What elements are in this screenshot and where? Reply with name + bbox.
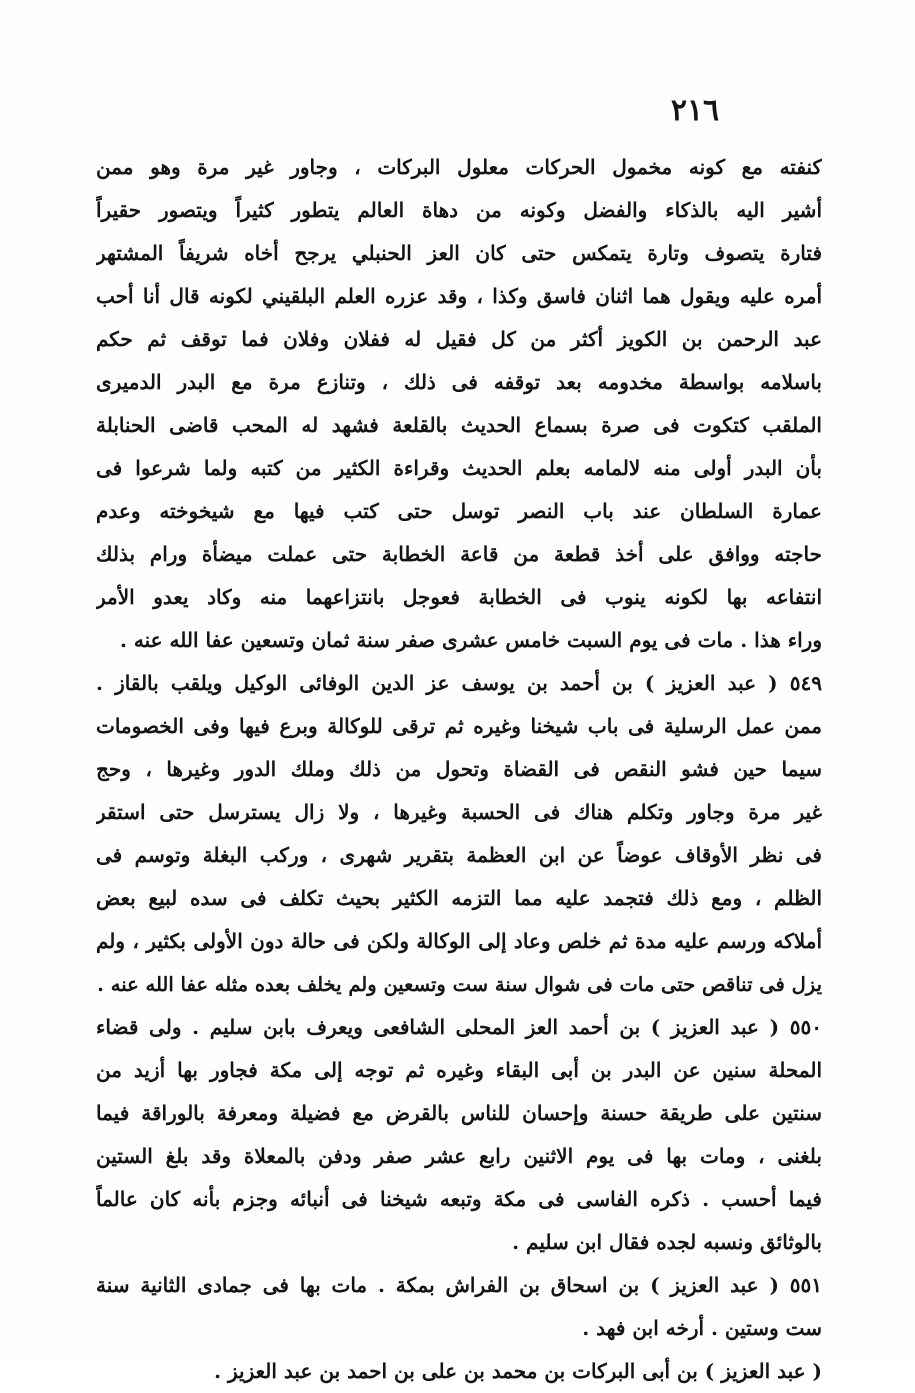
text-line: أشير اليه بالذكاء والفضل وكونه من دهاة العالم يتطور كثيراً ويتصور حقيراً xyxy=(96,198,822,222)
page-number: ٢١٦ xyxy=(670,93,720,128)
entry-heading-549: ٥٤٩ ( عبد العزيز ) بن أحمد بن يوسف عز الدين الوفائى الوكيل ويلقب بالقاز . xyxy=(96,671,822,695)
text-line: بالوثائق ونسبه لجده فقال ابن سليم . xyxy=(512,1230,822,1254)
text-line: انتفاعه بها لكونه ينوب فى الخطابة فعوجل بانتزاعهما منه وكاد يعدو الأمر xyxy=(96,585,822,609)
text-line: حاجته ووافق على أخذ قطعة من قاعة الخطابة حتى عملت ميضأة ورام بذلك xyxy=(96,542,822,566)
text-line: وراء هذا . مات فى يوم السبت خامس عشرى صفر سنة ثمان وتسعين عفا الله عنه . xyxy=(119,628,822,652)
text-line: الظلم ، ومع ذلك فتجمد عليه مما التزمه الكثير بحيث تكلف فى سده لبيع بعض xyxy=(96,886,822,910)
text-line: فى نظر الأوقاف عوضاً عن ابن العظمة بتقرير شهرى ، وركب البغلة وتوسم فى xyxy=(96,843,822,867)
text-line: باسلامه بواسطة مخدومه بعد توقفه فى ذلك ، وتنازع مرة مع البدر الدميرى xyxy=(96,370,822,394)
text-body xyxy=(96,146,822,1393)
text-line: عبد الرحمن بن الكويز أكثر من كل فقيل له ففلان وفلان فما توقف ثم حكم xyxy=(96,327,822,351)
text-line: يزل فى تناقص حتى مات فى شوال سنة ست وتسعين ولم يخلف بعده مثله عفا الله عنه . xyxy=(97,973,822,996)
text-line: فيما أحسب . ذكره الفاسى فى مكة وتبعه شيخنا فى أنبائه وجزم بأنه كان عالماً xyxy=(96,1187,822,1211)
text-line: الملقب كتكوت فى صرة بسماع الحديث بالقلعة فشهد له المحب قاضى الحنابلة xyxy=(96,413,822,437)
text-line: بلغنى ، ومات بها فى يوم الاثنين رابع عشر صفر ودفن بالمعلاة وقد بلغ الستين xyxy=(96,1144,822,1168)
text-line: المحلة سنين عن البدر بن أبى البقاء وغيره ثم توجه إلى مكة فجاور بها أزيد من xyxy=(96,1058,822,1082)
text-line: ست وستين . أرخه ابن فهد . xyxy=(582,1316,822,1340)
text-line: أملاكه ورسم عليه مدة ثم خلص وعاد إلى الوكالة ولكن فى حالة دون الأولى بكثير ، ولم xyxy=(96,929,822,953)
entry-heading-550: ٥٥٠ ( عبد العزيز ) بن أحمد العز المحلى الشافعى ويعرف بابن سليم . ولى قضاء xyxy=(96,1015,822,1039)
text-line: غير مرة وجاور وتكلم هناك فى الحسبة وغيرها ، ولا زال يسترسل حتى استقر xyxy=(96,800,822,824)
text-line: أمره عليه ويقول هما اثنان فاسق وكذا ، وقد عزره العلم البلقيني لكونه قال أنا أحب xyxy=(96,284,822,308)
entry-heading-unnumbered: ( عبد العزيز ) بن أبى البركات بن محمد بن على بن احمد بن عبد العزيز . xyxy=(214,1359,822,1383)
text-line: عمارة السلطان عند باب النصر توسل حتى كتب فيها مع شيخوخته وعدم xyxy=(96,499,822,523)
text-line: كنفته مع كونه مخمول الحركات معلول البركات ، وجاور غير مرة وهو ممن xyxy=(96,155,822,179)
text-line: سيما حين فشو النقص فى القضاة وتحول من ذلك وملك الدور وغيرها ، وحج xyxy=(96,757,822,781)
text-line: فتارة يتصوف وتارة يتمكس حتى كان العز الحنبلي يرجح أخاه شريفاً المشتهر xyxy=(96,241,822,265)
text-line: بأن البدر أولى منه لالمامه بعلم الحديث وقراءة الكثير من كتبه ولما شرعوا فى xyxy=(96,456,822,480)
text-line: ممن عمل الرسلية فى باب شيخنا وغيره ثم ترقى للوكالة وبرع فيها وفى الخصومات xyxy=(96,714,822,738)
text-line: سنتين على طريقة حسنة وإحسان للناس بالقرض مع فضيلة ومعرفة بالوراقة فيما xyxy=(96,1101,822,1125)
entry-heading-551: ٥٥١ ( عبد العزيز ) بن اسحاق بن الفراش بمكة . مات بها فى جمادى الثانية سنة xyxy=(96,1273,822,1297)
